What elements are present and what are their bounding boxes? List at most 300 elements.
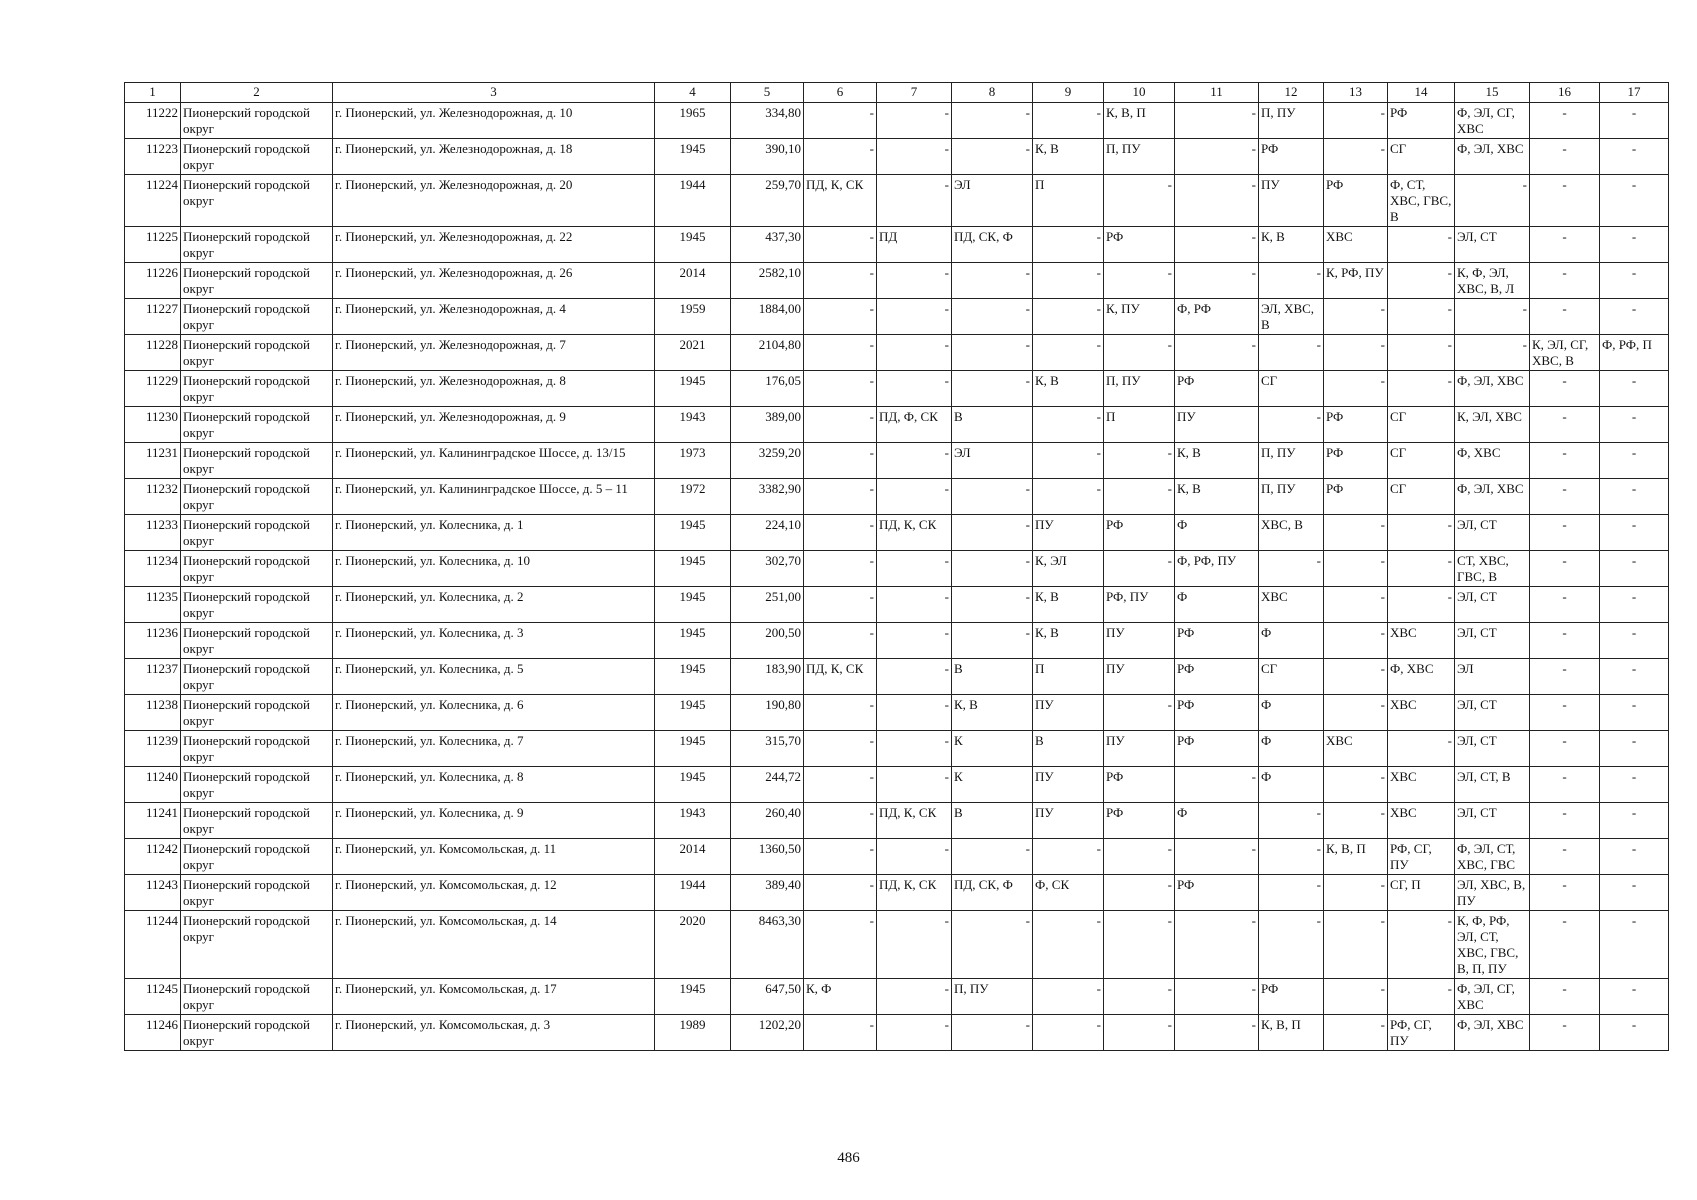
table-cell-col-12: -: [1259, 911, 1324, 979]
column-header-12: 12: [1259, 83, 1324, 103]
table-cell-col-1: 11228: [125, 335, 181, 371]
column-header-4: 4: [655, 83, 731, 103]
table-cell-col-2: Пионерский городской округ: [181, 335, 333, 371]
table-cell-col-4: 1944: [655, 875, 731, 911]
table-cell-col-8: -: [952, 515, 1033, 551]
table-cell-col-7: -: [877, 911, 952, 979]
table-row: [125, 875, 1669, 911]
table-row: [125, 299, 1669, 335]
table-cell-col-2: Пионерский городской округ: [181, 695, 333, 731]
table-cell-col-7: -: [877, 623, 952, 659]
table-cell-col-10: -: [1104, 911, 1175, 979]
table-cell-col-15: ЭЛ, СТ: [1455, 695, 1530, 731]
table-cell-col-2: Пионерский городской округ: [181, 803, 333, 839]
column-header-2: 2: [181, 83, 333, 103]
table-cell-col-10: К, В, П: [1104, 103, 1175, 139]
column-header-10: 10: [1104, 83, 1175, 103]
table-cell-col-14: -: [1388, 731, 1455, 767]
table-cell-col-11: Ф, РФ: [1175, 299, 1259, 335]
table-cell-col-14: -: [1388, 335, 1455, 371]
column-header-17: 17: [1600, 83, 1669, 103]
table-cell-col-14: -: [1388, 263, 1455, 299]
table-cell-col-5: 1202,20: [731, 1015, 804, 1051]
table-cell-col-5: 224,10: [731, 515, 804, 551]
table-cell-col-16: -: [1530, 731, 1600, 767]
column-header-13: 13: [1324, 83, 1388, 103]
table-cell-col-8: В: [952, 803, 1033, 839]
table-cell-col-14: Ф, ХВС: [1388, 659, 1455, 695]
table-cell-col-7: ПД, К, СК: [877, 803, 952, 839]
table-cell-col-10: ПУ: [1104, 731, 1175, 767]
table-cell-col-9: В: [1033, 731, 1104, 767]
table-cell-col-16: -: [1530, 263, 1600, 299]
table-cell-col-6: К, Ф: [804, 979, 877, 1015]
table-cell-col-10: П: [1104, 407, 1175, 443]
table-cell-col-17: -: [1600, 1015, 1669, 1051]
table-cell-col-12: -: [1259, 335, 1324, 371]
table-cell-col-1: 11237: [125, 659, 181, 695]
table-cell-col-13: -: [1324, 103, 1388, 139]
table-cell-col-4: 2020: [655, 911, 731, 979]
table-cell-col-8: -: [952, 299, 1033, 335]
table-row: [125, 911, 1669, 979]
table-cell-col-9: К, В: [1033, 371, 1104, 407]
table-cell-col-17: -: [1600, 407, 1669, 443]
table-cell-col-5: 1884,00: [731, 299, 804, 335]
table-cell-col-2: Пионерский городской округ: [181, 875, 333, 911]
table-cell-col-7: -: [877, 175, 952, 227]
table-row: [125, 695, 1669, 731]
table-cell-col-15: ЭЛ, СТ, В: [1455, 767, 1530, 803]
table-cell-col-12: Ф: [1259, 767, 1324, 803]
table-cell-col-8: В: [952, 659, 1033, 695]
table-cell-col-15: Ф, ХВС: [1455, 443, 1530, 479]
table-cell-col-5: 1360,50: [731, 839, 804, 875]
table-cell-col-3: г. Пионерский, ул. Колесника, д. 6: [333, 695, 655, 731]
table-row: [125, 103, 1669, 139]
table-cell-col-9: -: [1033, 335, 1104, 371]
table-cell-col-8: -: [952, 839, 1033, 875]
table-row: [125, 731, 1669, 767]
table-cell-col-10: -: [1104, 839, 1175, 875]
table-cell-col-7: -: [877, 443, 952, 479]
table-cell-col-1: 11242: [125, 839, 181, 875]
table-cell-col-17: -: [1600, 767, 1669, 803]
table-cell-col-5: 200,50: [731, 623, 804, 659]
table-cell-col-4: 1945: [655, 371, 731, 407]
table-cell-col-13: -: [1324, 551, 1388, 587]
table-cell-col-2: Пионерский городской округ: [181, 103, 333, 139]
table-cell-col-12: ХВС: [1259, 587, 1324, 623]
table-cell-col-3: г. Пионерский, ул. Колесника, д. 7: [333, 731, 655, 767]
table-cell-col-8: -: [952, 551, 1033, 587]
table-cell-col-1: 11231: [125, 443, 181, 479]
table-row: [125, 979, 1669, 1015]
table-cell-col-8: -: [952, 335, 1033, 371]
table-cell-col-3: г. Пионерский, ул. Железнодорожная, д. 9: [333, 407, 655, 443]
table-cell-col-13: -: [1324, 803, 1388, 839]
table-cell-col-14: -: [1388, 371, 1455, 407]
table-cell-col-11: РФ: [1175, 875, 1259, 911]
table-row: [125, 263, 1669, 299]
table-cell-col-15: ЭЛ, СТ: [1455, 803, 1530, 839]
table-cell-col-2: Пионерский городской округ: [181, 731, 333, 767]
table-cell-col-14: СГ: [1388, 443, 1455, 479]
table-cell-col-15: Ф, ЭЛ, ХВС: [1455, 139, 1530, 175]
table-cell-col-9: ПУ: [1033, 767, 1104, 803]
table-cell-col-6: -: [804, 875, 877, 911]
table-cell-col-11: Ф: [1175, 587, 1259, 623]
table-cell-col-5: 8463,30: [731, 911, 804, 979]
table-cell-col-7: -: [877, 767, 952, 803]
table-cell-col-4: 1989: [655, 1015, 731, 1051]
table-cell-col-15: К, Ф, ЭЛ, ХВС, В, Л: [1455, 263, 1530, 299]
table-cell-col-12: -: [1259, 407, 1324, 443]
table-row: [125, 227, 1669, 263]
column-header-8: 8: [952, 83, 1033, 103]
table-row: [125, 407, 1669, 443]
table-cell-col-1: 11241: [125, 803, 181, 839]
table-cell-col-16: -: [1530, 659, 1600, 695]
table-cell-col-11: РФ: [1175, 659, 1259, 695]
table-cell-col-5: 390,10: [731, 139, 804, 175]
table-cell-col-3: г. Пионерский, ул. Колесника, д. 1: [333, 515, 655, 551]
table-cell-col-4: 1945: [655, 227, 731, 263]
table-cell-col-3: г. Пионерский, ул. Колесника, д. 8: [333, 767, 655, 803]
table-row: [125, 371, 1669, 407]
table-cell-col-15: ЭЛ, СТ: [1455, 731, 1530, 767]
table-cell-col-15: -: [1455, 299, 1530, 335]
table-cell-col-7: -: [877, 479, 952, 515]
table-cell-col-6: -: [804, 623, 877, 659]
column-header-1: 1: [125, 83, 181, 103]
table-row: [125, 443, 1669, 479]
table-cell-col-1: 11232: [125, 479, 181, 515]
table-cell-col-10: П, ПУ: [1104, 371, 1175, 407]
table-cell-col-4: 1944: [655, 175, 731, 227]
table-cell-col-7: -: [877, 263, 952, 299]
table-cell-col-17: Ф, РФ, П: [1600, 335, 1669, 371]
table-cell-col-14: РФ, СГ, ПУ: [1388, 1015, 1455, 1051]
table-cell-col-10: -: [1104, 695, 1175, 731]
table-cell-col-4: 1945: [655, 731, 731, 767]
table-cell-col-11: Ф, РФ, ПУ: [1175, 551, 1259, 587]
table-cell-col-17: -: [1600, 371, 1669, 407]
table-cell-col-6: ПД, К, СК: [804, 175, 877, 227]
table-cell-col-17: -: [1600, 299, 1669, 335]
table-body: [125, 103, 1669, 1051]
table-cell-col-3: г. Пионерский, ул. Комсомольская, д. 3: [333, 1015, 655, 1051]
table-cell-col-9: ПУ: [1033, 695, 1104, 731]
table-cell-col-11: -: [1175, 979, 1259, 1015]
table-cell-col-14: СГ: [1388, 479, 1455, 515]
table-cell-col-8: ПД, СК, Ф: [952, 227, 1033, 263]
table-cell-col-12: ХВС, В: [1259, 515, 1324, 551]
table-cell-col-6: -: [804, 443, 877, 479]
table-cell-col-12: РФ: [1259, 979, 1324, 1015]
table-cell-col-14: ХВС: [1388, 803, 1455, 839]
table-cell-col-17: -: [1600, 979, 1669, 1015]
table-cell-col-10: -: [1104, 1015, 1175, 1051]
column-header-5: 5: [731, 83, 804, 103]
table-cell-col-17: -: [1600, 175, 1669, 227]
table-cell-col-2: Пионерский городской округ: [181, 839, 333, 875]
table-cell-col-1: 11230: [125, 407, 181, 443]
table-cell-col-7: -: [877, 551, 952, 587]
table-cell-col-16: -: [1530, 139, 1600, 175]
table-header-row: [125, 83, 1669, 103]
table-cell-col-12: Ф: [1259, 623, 1324, 659]
table-cell-col-13: -: [1324, 659, 1388, 695]
column-header-14: 14: [1388, 83, 1455, 103]
table-cell-col-17: -: [1600, 911, 1669, 979]
table-cell-col-11: К, В: [1175, 479, 1259, 515]
table-cell-col-7: -: [877, 695, 952, 731]
table-cell-col-1: 11240: [125, 767, 181, 803]
table-cell-col-4: 1945: [655, 979, 731, 1015]
table-cell-col-6: -: [804, 1015, 877, 1051]
table-cell-col-9: К, ЭЛ: [1033, 551, 1104, 587]
table-cell-col-7: ПД, К, СК: [877, 875, 952, 911]
table-cell-col-8: -: [952, 623, 1033, 659]
table-cell-col-9: -: [1033, 839, 1104, 875]
table-cell-col-15: ЭЛ, ХВС, В, ПУ: [1455, 875, 1530, 911]
table-cell-col-17: -: [1600, 839, 1669, 875]
table-cell-col-17: -: [1600, 139, 1669, 175]
table-cell-col-16: -: [1530, 839, 1600, 875]
table-cell-col-15: ЭЛ: [1455, 659, 1530, 695]
table-cell-col-9: -: [1033, 103, 1104, 139]
table-cell-col-6: -: [804, 839, 877, 875]
table-cell-col-8: К, В: [952, 695, 1033, 731]
page-number: 486: [837, 1150, 860, 1166]
table-cell-col-4: 1945: [655, 551, 731, 587]
table-cell-col-2: Пионерский городской округ: [181, 767, 333, 803]
table-cell-col-3: г. Пионерский, ул. Железнодорожная, д. 4: [333, 299, 655, 335]
table-cell-col-15: -: [1455, 335, 1530, 371]
table-cell-col-8: -: [952, 263, 1033, 299]
table-cell-col-1: 11244: [125, 911, 181, 979]
table-cell-col-5: 2104,80: [731, 335, 804, 371]
table-cell-col-1: 11224: [125, 175, 181, 227]
table-cell-col-12: К, В: [1259, 227, 1324, 263]
table-cell-col-15: Ф, ЭЛ, СГ, ХВС: [1455, 103, 1530, 139]
table-cell-col-6: -: [804, 371, 877, 407]
table-cell-col-6: -: [804, 911, 877, 979]
table-cell-col-1: 11246: [125, 1015, 181, 1051]
table-cell-col-13: -: [1324, 875, 1388, 911]
table-cell-col-7: -: [877, 1015, 952, 1051]
table-cell-col-16: -: [1530, 515, 1600, 551]
table-cell-col-10: -: [1104, 443, 1175, 479]
table-row: [125, 659, 1669, 695]
table-cell-col-7: ПД, Ф, СК: [877, 407, 952, 443]
table-cell-col-1: 11227: [125, 299, 181, 335]
table-cell-col-4: 1945: [655, 767, 731, 803]
table-cell-col-1: 11225: [125, 227, 181, 263]
table-cell-col-11: -: [1175, 767, 1259, 803]
table-cell-col-10: -: [1104, 263, 1175, 299]
table-cell-col-12: -: [1259, 803, 1324, 839]
table-cell-col-6: -: [804, 139, 877, 175]
table-cell-col-6: ПД, К, СК: [804, 659, 877, 695]
table-cell-col-16: -: [1530, 407, 1600, 443]
table-cell-col-11: -: [1175, 103, 1259, 139]
table-cell-col-7: -: [877, 587, 952, 623]
table-cell-col-12: СГ: [1259, 371, 1324, 407]
table-cell-col-16: -: [1530, 803, 1600, 839]
table-cell-col-16: -: [1530, 227, 1600, 263]
table-row: [125, 803, 1669, 839]
table-cell-col-16: -: [1530, 551, 1600, 587]
table-cell-col-8: -: [952, 103, 1033, 139]
table-cell-col-8: П, ПУ: [952, 979, 1033, 1015]
column-header-3: 3: [333, 83, 655, 103]
table-cell-col-8: В: [952, 407, 1033, 443]
table-cell-col-2: Пионерский городской округ: [181, 979, 333, 1015]
table-cell-col-5: 244,72: [731, 767, 804, 803]
table-cell-col-9: -: [1033, 443, 1104, 479]
table-cell-col-6: -: [804, 551, 877, 587]
table-cell-col-5: 176,05: [731, 371, 804, 407]
table-cell-col-5: 183,90: [731, 659, 804, 695]
table-cell-col-12: ЭЛ, ХВС, В: [1259, 299, 1324, 335]
table-cell-col-12: К, В, П: [1259, 1015, 1324, 1051]
column-header-16: 16: [1530, 83, 1600, 103]
table-cell-col-13: -: [1324, 911, 1388, 979]
table-cell-col-9: П: [1033, 175, 1104, 227]
table-cell-col-17: -: [1600, 103, 1669, 139]
table-cell-col-16: -: [1530, 695, 1600, 731]
table-cell-col-11: Ф: [1175, 515, 1259, 551]
table-cell-col-7: -: [877, 103, 952, 139]
table-cell-col-4: 1972: [655, 479, 731, 515]
table-cell-col-2: Пионерский городской округ: [181, 139, 333, 175]
table-cell-col-6: -: [804, 479, 877, 515]
table-cell-col-4: 2014: [655, 839, 731, 875]
table-cell-col-13: -: [1324, 623, 1388, 659]
table-row: [125, 623, 1669, 659]
table-cell-col-2: Пионерский городской округ: [181, 263, 333, 299]
table-cell-col-15: ЭЛ, СТ: [1455, 227, 1530, 263]
table-cell-col-15: ЭЛ, СТ: [1455, 515, 1530, 551]
table-cell-col-16: -: [1530, 479, 1600, 515]
table-cell-col-13: РФ: [1324, 479, 1388, 515]
table-cell-col-3: г. Пионерский, ул. Железнодорожная, д. 22: [333, 227, 655, 263]
table-cell-col-12: П, ПУ: [1259, 443, 1324, 479]
table-cell-col-10: РФ: [1104, 803, 1175, 839]
table-cell-col-3: г. Пионерский, ул. Колесника, д. 5: [333, 659, 655, 695]
table-cell-col-6: -: [804, 587, 877, 623]
table-cell-col-14: ХВС: [1388, 767, 1455, 803]
table-cell-col-9: К, В: [1033, 587, 1104, 623]
table-cell-col-5: 3382,90: [731, 479, 804, 515]
table-cell-col-3: г. Пионерский, ул. Колесника, д. 2: [333, 587, 655, 623]
table-cell-col-9: ПУ: [1033, 515, 1104, 551]
table-cell-col-16: -: [1530, 767, 1600, 803]
table-cell-col-4: 1945: [655, 139, 731, 175]
table-cell-col-14: СГ: [1388, 407, 1455, 443]
table-cell-col-7: -: [877, 335, 952, 371]
column-header-9: 9: [1033, 83, 1104, 103]
table-cell-col-12: Ф: [1259, 731, 1324, 767]
table-cell-col-4: 1943: [655, 803, 731, 839]
table-cell-col-7: -: [877, 139, 952, 175]
table-cell-col-10: -: [1104, 479, 1175, 515]
table-cell-col-2: Пионерский городской округ: [181, 479, 333, 515]
table-cell-col-11: -: [1175, 1015, 1259, 1051]
table-cell-col-12: Ф: [1259, 695, 1324, 731]
table-cell-col-1: 11238: [125, 695, 181, 731]
table-cell-col-6: -: [804, 227, 877, 263]
column-header-11: 11: [1175, 83, 1259, 103]
table-cell-col-15: Ф, ЭЛ, СТ, ХВС, ГВС: [1455, 839, 1530, 875]
table-cell-col-3: г. Пионерский, ул. Комсомольская, д. 12: [333, 875, 655, 911]
table-cell-col-2: Пионерский городской округ: [181, 371, 333, 407]
table-cell-col-11: РФ: [1175, 371, 1259, 407]
table-cell-col-15: Ф, ЭЛ, ХВС: [1455, 1015, 1530, 1051]
table-cell-col-3: г. Пионерский, ул. Железнодорожная, д. 26: [333, 263, 655, 299]
table-cell-col-11: -: [1175, 227, 1259, 263]
table-cell-col-16: К, ЭЛ, СГ, ХВС, В: [1530, 335, 1600, 371]
table-cell-col-13: К, РФ, ПУ: [1324, 263, 1388, 299]
table-row: [125, 587, 1669, 623]
data-table: [124, 82, 1669, 1051]
table-cell-col-17: -: [1600, 263, 1669, 299]
table-row: [125, 767, 1669, 803]
table-cell-col-4: 2014: [655, 263, 731, 299]
table-cell-col-12: -: [1259, 839, 1324, 875]
column-header-15: 15: [1455, 83, 1530, 103]
table-cell-col-9: -: [1033, 911, 1104, 979]
table-cell-col-5: 437,30: [731, 227, 804, 263]
table-cell-col-13: ХВС: [1324, 227, 1388, 263]
table-cell-col-13: К, В, П: [1324, 839, 1388, 875]
table-cell-col-10: -: [1104, 875, 1175, 911]
table-cell-col-16: -: [1530, 875, 1600, 911]
table-cell-col-2: Пионерский городской округ: [181, 227, 333, 263]
table-cell-col-3: г. Пионерский, ул. Железнодорожная, д. 18: [333, 139, 655, 175]
table-cell-col-15: ЭЛ, СТ: [1455, 623, 1530, 659]
table-cell-col-3: г. Пионерский, ул. Комсомольская, д. 17: [333, 979, 655, 1015]
table-cell-col-5: 3259,20: [731, 443, 804, 479]
table-cell-col-14: СГ, П: [1388, 875, 1455, 911]
table-cell-col-7: -: [877, 839, 952, 875]
table-cell-col-14: -: [1388, 551, 1455, 587]
table-cell-col-17: -: [1600, 659, 1669, 695]
table-cell-col-16: -: [1530, 443, 1600, 479]
table-cell-col-6: -: [804, 335, 877, 371]
table-cell-col-2: Пионерский городской округ: [181, 1015, 333, 1051]
table-cell-col-2: Пионерский городской округ: [181, 515, 333, 551]
table-cell-col-8: ЭЛ: [952, 175, 1033, 227]
table-cell-col-9: К, В: [1033, 139, 1104, 175]
table-cell-col-13: РФ: [1324, 175, 1388, 227]
table-cell-col-9: -: [1033, 1015, 1104, 1051]
column-header-7: 7: [877, 83, 952, 103]
table-cell-col-14: -: [1388, 227, 1455, 263]
table-cell-col-16: -: [1530, 103, 1600, 139]
table-cell-col-3: г. Пионерский, ул. Калининградское Шоссе, д. 5 – 11: [333, 479, 655, 515]
table-cell-col-2: Пионерский городской округ: [181, 299, 333, 335]
table-cell-col-8: -: [952, 1015, 1033, 1051]
column-header-6: 6: [804, 83, 877, 103]
table-cell-col-13: ХВС: [1324, 731, 1388, 767]
table-row: [125, 839, 1669, 875]
table-cell-col-1: 11222: [125, 103, 181, 139]
table-cell-col-8: ЭЛ: [952, 443, 1033, 479]
table-cell-col-11: Ф: [1175, 803, 1259, 839]
